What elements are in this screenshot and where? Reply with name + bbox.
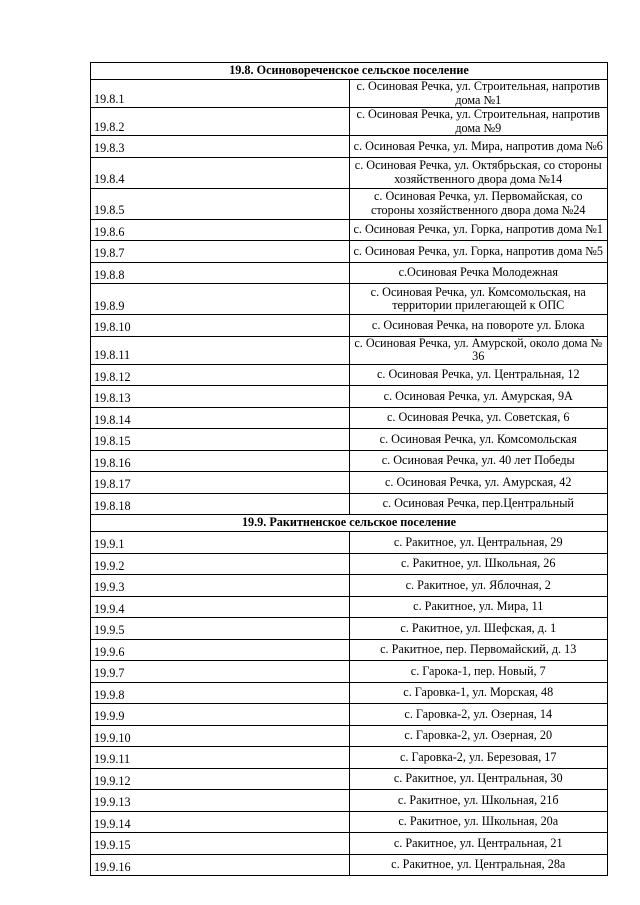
- table-row: [91, 768, 608, 790]
- row-number: 19.8.12: [91, 364, 350, 386]
- section-title: 19.8. Осиновореченское сельское поселение: [91, 63, 608, 80]
- row-address: с. Осиновая Речка, ул. Комсомольская, на территории прилегающей к ОПС: [349, 284, 608, 315]
- row-address: с. Гаровка-2, ул. Озерная, 14: [349, 704, 608, 726]
- row-number: 19.9.2: [91, 553, 350, 575]
- section-header: [91, 515, 608, 532]
- table-row: [91, 241, 608, 263]
- table-row: [91, 472, 608, 494]
- table-row: [91, 833, 608, 855]
- table-row: [91, 790, 608, 812]
- row-address: с. Ракитное, ул. Центральная, 29: [349, 532, 608, 554]
- row-address: с. Осиновая Речка, ул. Центральная, 12: [349, 364, 608, 386]
- row-address: с. Ракитное, ул. Центральная, 30: [349, 768, 608, 790]
- table-row: [91, 450, 608, 472]
- row-address: с. Осиновая Речка, ул. Комсомольская: [349, 429, 608, 451]
- row-address: с. Ракитное, пер. Первомайский, д. 13: [349, 639, 608, 661]
- row-address: с. Осиновая Речка, на повороте ул. Блока: [349, 315, 608, 337]
- table-row: [91, 682, 608, 704]
- table-row: [91, 575, 608, 597]
- row-address: с. Осиновая Речка, пер.Центральный: [349, 493, 608, 515]
- row-address: с. Ракитное, ул. Школьная, 20а: [349, 811, 608, 833]
- row-number: 19.9.5: [91, 618, 350, 640]
- row-number: 19.8.6: [91, 219, 350, 241]
- table-row: [91, 429, 608, 451]
- section-header: [91, 63, 608, 80]
- table-row: [91, 596, 608, 618]
- row-address: с. Гаровка-2, ул. Березовая, 17: [349, 747, 608, 769]
- row-address: с. Осиновая Речка, ул. Горка, напротив дома №1: [349, 219, 608, 241]
- row-address: с. Гаровка-1, ул. Морская, 48: [349, 682, 608, 704]
- row-address: с. Осиновая Речка, ул. Амурская, 9А: [349, 386, 608, 408]
- table-row: [91, 315, 608, 337]
- row-number: 19.9.13: [91, 790, 350, 812]
- row-address: с. Осиновая Речка, ул. Первомайская, со стороны хозяйственного двора дома №24: [349, 188, 608, 219]
- table-row: [91, 747, 608, 769]
- table-row: [91, 284, 608, 315]
- row-address: с. Ракитное, ул. Центральная, 28а: [349, 854, 608, 876]
- row-number: 19.9.12: [91, 768, 350, 790]
- table-row: [91, 493, 608, 515]
- table-row: [91, 136, 608, 158]
- table-row: [91, 108, 608, 136]
- row-number: 19.8.17: [91, 472, 350, 494]
- table-row: [91, 364, 608, 386]
- row-address: с. Осиновая Речка, ул. Амурской, около дома № 36: [349, 336, 608, 364]
- row-number: 19.8.18: [91, 493, 350, 515]
- row-address: с. Ракитное, ул. Школьная, 26: [349, 553, 608, 575]
- table-row: [91, 219, 608, 241]
- row-address: с. Ракитное, ул. Мира, 11: [349, 596, 608, 618]
- row-number: 19.8.9: [91, 284, 350, 315]
- row-number: 19.8.10: [91, 315, 350, 337]
- table-row: [91, 532, 608, 554]
- section-title: 19.9. Ракитненское сельское поселение: [91, 515, 608, 532]
- row-number: 19.8.4: [91, 157, 350, 188]
- row-number: 19.9.10: [91, 725, 350, 747]
- row-address: с. Осиновая Речка, ул. 40 лет Победы: [349, 450, 608, 472]
- row-number: 19.8.11: [91, 336, 350, 364]
- table-row: [91, 407, 608, 429]
- row-number: 19.8.8: [91, 262, 350, 284]
- table-row: [91, 639, 608, 661]
- locations-table: [90, 62, 608, 876]
- row-address: с. Осиновая Речка, ул. Мира, напротив дома №6: [349, 136, 608, 158]
- table-row: [91, 725, 608, 747]
- row-number: 19.9.8: [91, 682, 350, 704]
- row-address: с. Ракитное, ул. Школьная, 21б: [349, 790, 608, 812]
- row-number: 19.9.1: [91, 532, 350, 554]
- row-number: 19.9.3: [91, 575, 350, 597]
- row-number: 19.9.6: [91, 639, 350, 661]
- table-row: [91, 618, 608, 640]
- row-address: с. Осиновая Речка, ул. Советская, 6: [349, 407, 608, 429]
- table-row: [91, 386, 608, 408]
- row-number: 19.8.3: [91, 136, 350, 158]
- row-number: 19.9.4: [91, 596, 350, 618]
- table-row: [91, 262, 608, 284]
- table-row: [91, 553, 608, 575]
- table-row: [91, 811, 608, 833]
- row-number: 19.8.2: [91, 108, 350, 136]
- table-body: [91, 63, 608, 876]
- row-number: 19.8.1: [91, 80, 350, 108]
- row-address: с. Осиновая Речка, ул. Октябрьская, со стороны хозяйственного двора дома №14: [349, 157, 608, 188]
- row-address: с. Гарока-1, пер. Новый, 7: [349, 661, 608, 683]
- table-row: [91, 854, 608, 876]
- row-address: с. Гаровка-2, ул. Озерная, 20: [349, 725, 608, 747]
- row-number: 19.8.5: [91, 188, 350, 219]
- row-address: с. Ракитное, ул. Яблочная, 2: [349, 575, 608, 597]
- row-address: с. Осиновая Речка, ул. Горка, напротив дома №5: [349, 241, 608, 263]
- row-address: с.Осиновая Речка Молодежная: [349, 262, 608, 284]
- row-address: с. Осиновая Речка, ул. Амурская, 42: [349, 472, 608, 494]
- row-number: 19.8.15: [91, 429, 350, 451]
- row-number: 19.8.7: [91, 241, 350, 263]
- table-row: [91, 188, 608, 219]
- table-row: [91, 661, 608, 683]
- row-address: с. Ракитное, ул. Центральная, 21: [349, 833, 608, 855]
- table-row: [91, 157, 608, 188]
- row-address: с. Ракитное, ул. Шефская, д. 1: [349, 618, 608, 640]
- row-number: 19.9.14: [91, 811, 350, 833]
- row-number: 19.9.11: [91, 747, 350, 769]
- row-number: 19.9.7: [91, 661, 350, 683]
- row-number: 19.9.9: [91, 704, 350, 726]
- row-number: 19.8.16: [91, 450, 350, 472]
- row-number: 19.8.13: [91, 386, 350, 408]
- row-number: 19.8.14: [91, 407, 350, 429]
- row-address: с. Осиновая Речка, ул. Строительная, напротив дома №1: [349, 80, 608, 108]
- row-number: 19.9.15: [91, 833, 350, 855]
- row-number: 19.9.16: [91, 854, 350, 876]
- table-row: [91, 80, 608, 108]
- row-address: с. Осиновая Речка, ул. Строительная, напротив дома №9: [349, 108, 608, 136]
- table-row: [91, 336, 608, 364]
- table-row: [91, 704, 608, 726]
